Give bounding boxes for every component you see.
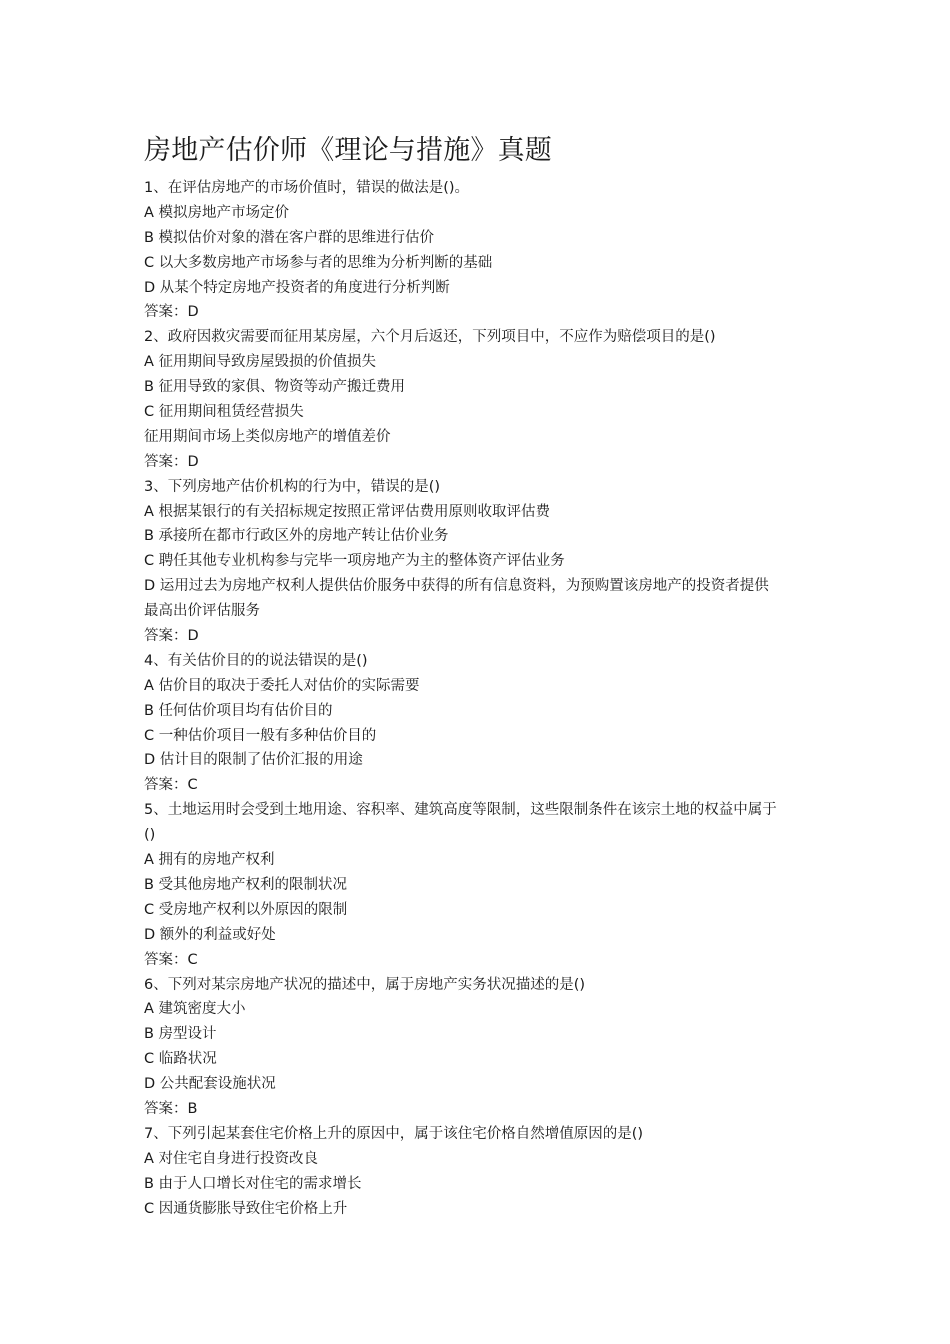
answer-line: 答案：D	[144, 304, 199, 321]
question-line: 5、土地运用时会受到土地用途、容积率、建筑高度等限制，这些限制条件在该宗土地的权益中属于	[144, 802, 777, 819]
question-line: 4、有关估价目的的说法错误的是()	[144, 652, 368, 669]
question-line: 1、在评估房地产的市场价值时，错误的做法是()。	[144, 180, 470, 196]
option-line: D 运用过去为房地产权利人提供估价服务中获得的所有信息资料，为预购置该房地产的投资者提供	[144, 578, 769, 595]
option-line: D 从某个特定房地产投资者的角度进行分析判断	[144, 279, 450, 296]
option-line: C 征用期间租赁经营损失	[144, 404, 304, 421]
answer-line: 答案：C	[144, 777, 198, 794]
option-line: C 受房地产权利以外原因的限制	[144, 901, 348, 918]
option-line: A 征用期间导致房屋毁损的价值损失	[144, 354, 377, 371]
option-line: C 聘任其他专业机构参与完毕一项房地产为主的整体资产评估业务	[144, 553, 565, 570]
answer-line: 答案：B	[144, 1100, 198, 1117]
document-body	[144, 176, 814, 1221]
option-line: A 根据某银行的有关招标规定按照正常评估费用原则收取评估费	[144, 503, 551, 520]
option-line: B 承接所在都市行政区外的房地产转让估价业务	[144, 528, 449, 545]
option-line: B 任何估价项目均有估价目的	[144, 702, 333, 719]
option-line: C 一种估价项目一般有多种估价目的	[144, 727, 377, 744]
option-line: B 由于人口增长对住宅的需求增长	[144, 1175, 362, 1192]
option-line: A 拥有的房地产权利	[144, 852, 275, 869]
document-page	[144, 130, 814, 1221]
option-line: D 额外的利益或好处	[144, 926, 276, 943]
text-line: 征用期间市场上类似房地产的增值差价	[144, 428, 391, 445]
answer-line: 答案：D	[144, 453, 199, 470]
option-line: A 建筑密度大小	[144, 1001, 246, 1018]
option-line: C 以大多数房地产市场参与者的思维为分析判断的基础	[144, 254, 493, 271]
option-line: A 估价目的取决于委托人对估价的实际需要	[144, 677, 420, 694]
question-line: 3、下列房地产估价机构的行为中，错误的是()	[144, 478, 441, 495]
answer-line: 答案：C	[144, 951, 198, 968]
question-line: 2、政府因救灾需要而征用某房屋，六个月后返还，下列项目中，不应作为赔偿项目的是()	[144, 329, 716, 346]
option-line: B 模拟估价对象的潜在客户群的思维进行估价	[144, 229, 435, 246]
option-line: D 估计目的限制了估价汇报的用途	[144, 752, 363, 769]
option-line: B 征用导致的家俱、物资等动产搬迁费用	[144, 379, 406, 396]
question-line: 6、下列对某宗房地产状况的描述中，属于房地产实务状况描述的是()	[144, 976, 586, 993]
option-line: C 临路状况	[144, 1051, 217, 1068]
option-line: B 房型设计	[144, 1026, 217, 1043]
option-line: A 模拟房地产市场定价	[144, 204, 290, 221]
document-title: 房地产估价师《理论与措施》真题	[144, 135, 552, 166]
text-line: 最高出价评估服务	[144, 603, 260, 620]
text-line: ()	[144, 827, 156, 844]
question-line: 7、下列引起某套住宅价格上升的原因中，属于该住宅价格自然增值原因的是()	[144, 1125, 644, 1142]
option-line: C 因通货膨胀导致住宅价格上升	[144, 1200, 348, 1217]
answer-line: 答案：D	[144, 628, 199, 645]
option-line: B 受其他房地产权利的限制状况	[144, 876, 348, 893]
option-line: D 公共配套设施状况	[144, 1076, 276, 1093]
option-line: A 对住宅自身进行投资改良	[144, 1150, 319, 1167]
